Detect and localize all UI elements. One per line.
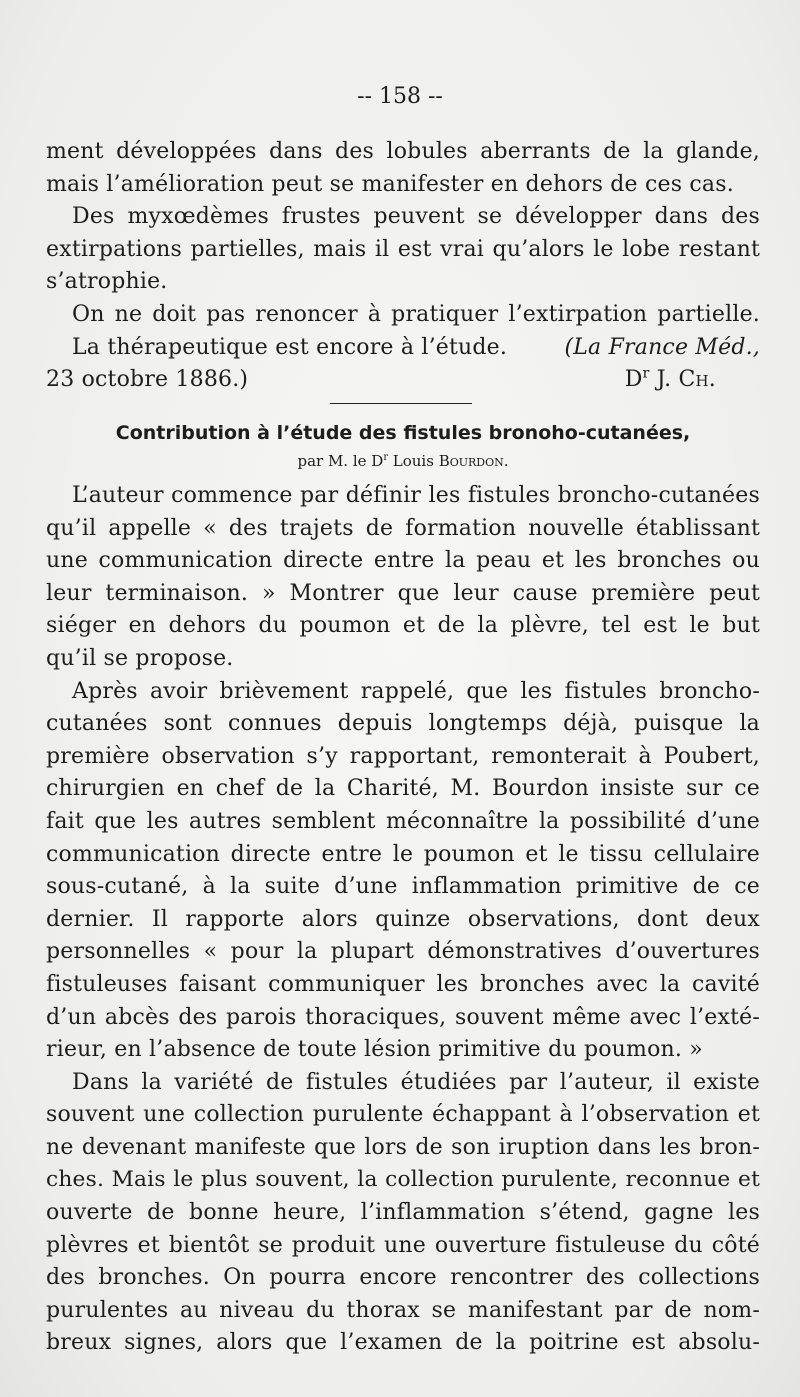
text-line: première observation s’y rapportant, remonterait à Poubert,	[46, 743, 760, 769]
text-line: souvent une collection purulente échappant à l’observation et	[46, 1102, 760, 1128]
text-line: breux signes, alors que l’examen de la poitrine est absolu-	[46, 1330, 760, 1356]
text-line: cutanées sont connues depuis longtemps déjà, puisque la	[46, 711, 760, 737]
page-number: -- 158 --	[357, 84, 443, 109]
text-line: leur terminaison. » Montrer que leur cause première peut	[46, 580, 760, 606]
text-line: On ne doit pas renoncer à pratiquer l’extirpation partielle.	[72, 301, 760, 327]
text-line: siéger en dehors du poumon et de la plèvre, tel est le but	[46, 613, 760, 639]
text-line: L’auteur commence par définir les fistules broncho-cutanées	[72, 483, 760, 508]
text-line: La thérapeutique est encore à l’étude.	[72, 334, 508, 360]
text-line: qu’il appelle « des trajets de formation nouvelle établissant	[46, 515, 760, 541]
text-line: personnelles « pour la plupart démonstratives d’ouvertures	[46, 939, 760, 965]
citation-author: $D^r$ J. Ch.	[624, 365, 716, 393]
text-line: des bronches. On pourra encore rencontrer des collections	[46, 1265, 760, 1291]
text-line: Dans la variété de fistules étudiées par l’auteur, il existe	[72, 1069, 760, 1095]
text-line: une communication directe entre la peau et les bronches ou	[46, 548, 760, 574]
text-line: plèvres et bientôt se produit une ouverture fistuleuse du côté	[46, 1232, 760, 1258]
article-body	[46, 480, 760, 1360]
text-line: Des myxœdèmes frustes peuvent se développer dans des	[72, 204, 760, 230]
citation-line	[46, 332, 760, 365]
text-line: mais l’amélioration peut se manifester en dehors de ces cas.	[46, 171, 734, 197]
text-line: extirpations partielles, mais il est vrai qu’alors le lobe restant	[46, 236, 760, 262]
text-line: chirurgien en chef de la Charité, M. Bourdon insiste sur ce	[46, 776, 760, 802]
text-line: ouverte de bonne heure, l’inflammation s’étend, gagne les	[46, 1200, 760, 1226]
text-line: qu’il se propose.	[46, 645, 234, 671]
citation-date: 23 octobre 1886.)	[46, 367, 249, 393]
article-byline: par M. le $D^r$ Louis Bourdon.	[297, 452, 509, 470]
article-title: Contribution à l’étude des fistules bronoho-cutanées,	[115, 422, 691, 444]
text-line: ne devenant manifeste que lors de son iruption dans les bron-	[46, 1134, 760, 1160]
text-line: fait que les autres semblent méconnaître la possibilité d’une	[46, 808, 760, 834]
text-line: rieur, en l’absence de toute lésion primitive du poumon. »	[46, 1037, 703, 1063]
intro-section	[46, 136, 760, 397]
text-line: purulentes au niveau du thorax se manifestant par de nom-	[46, 1297, 760, 1323]
text-line: sous-cutané, à la suite d’une inflammation primitive de ce	[46, 874, 760, 900]
text-line: ches. Mais le plus souvent, la collection purulente, reconnue et	[46, 1167, 760, 1193]
text-line: Après avoir brièvement rappelé, que les fistules broncho-	[72, 678, 760, 704]
text-line: fistuleuses faisant communiquer les bronches avec la cavité	[46, 971, 760, 997]
citation-line-2	[46, 364, 760, 397]
text-line: communication directe entre le poumon et le tissu cellulaire	[46, 841, 760, 867]
text-line: s’atrophie.	[46, 269, 168, 295]
section-divider	[330, 403, 472, 404]
citation-source: (La France Méd.,	[564, 334, 760, 360]
text-line: ment développées dans des lobules aberrants de la glande,	[46, 139, 760, 164]
text-line: d’un abcès des parois thoraciques, souvent même avec l’exté-	[46, 1004, 760, 1030]
text-line: dernier. Il rapporte alors quinze observations, dont deux	[46, 906, 760, 932]
